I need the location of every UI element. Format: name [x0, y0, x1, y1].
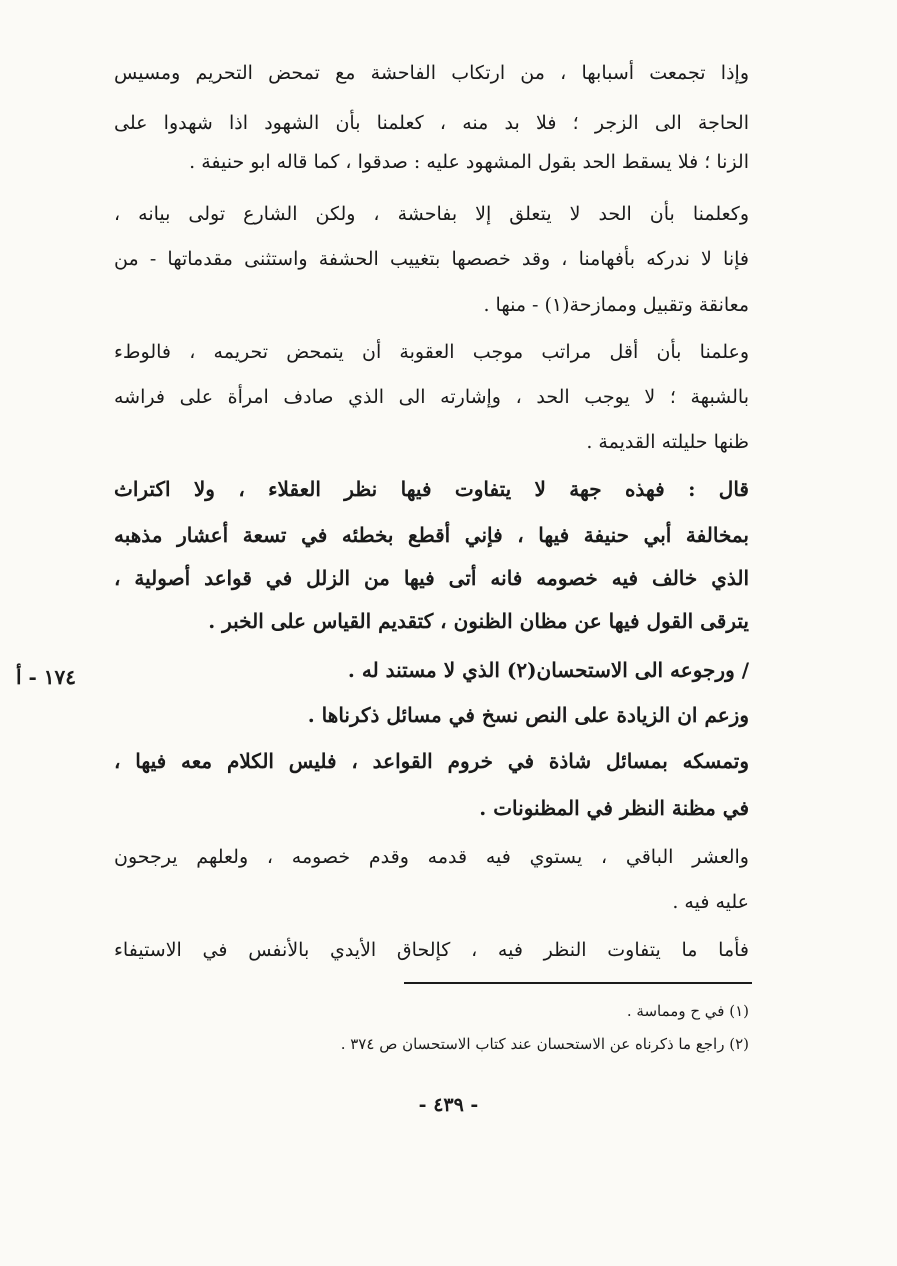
text-line: عليه فيه .: [672, 891, 749, 913]
text-line: والعشر الباقي ، يستوي فيه قدمه وقدم خصومه ، ولعلهم يرجحون: [114, 846, 749, 868]
text-line: وإذا تجمعت أسبابها ، من ارتكاب الفاحشة مع تمحض التحريم ومسيس: [114, 62, 749, 84]
text-line: بالشبهة ؛ لا يوجب الحد ، وإشارته الى الذي صادف امرأة على فراشه: [114, 386, 749, 408]
text-line: فأما ما يتفاوت النظر فيه ، كإلحاق الأيدي بالأنفس في الاستيفاء: [114, 939, 749, 961]
text-line: قال : فهذه جهة لا يتفاوت فيها نظر العقلاء ، ولا اكتراث: [114, 477, 749, 501]
text-line: ظنها حليلته القديمة .: [586, 431, 749, 453]
footnote: (١) في ح ومماسة .: [626, 1002, 749, 1020]
text-line: فإنا لا ندركه بأفهامنا ، وقد خصصها بتغييب الحشفة واستثنى مقدماتها - من: [114, 248, 749, 270]
text-line: وتمسكه بمسائل شاذة في خروم القواعد ، فليس الكلام معه فيها ،: [114, 749, 749, 773]
page-number: - ٤٣٩ -: [418, 1094, 479, 1116]
text-line: الزنا ؛ فلا يسقط الحد بقول المشهود عليه : صدقوا ، كما قاله ابو حنيفة .: [189, 151, 749, 173]
text-line: / ورجوعه الى الاستحسان(٢) الذي لا مستند له .: [347, 658, 749, 682]
text-line: الحاجة الى الزجر ؛ فلا بد منه ، كعلمنا بأن الشهود اذا شهدوا على: [114, 112, 749, 134]
text-line: وعلمنا بأن أقل مراتب موجب العقوبة أن يتمحض تحريمه ، فالوطء: [114, 341, 749, 363]
text-line: في مظنة النظر في المظنونات .: [479, 796, 749, 820]
margin-folio-note: ١٧٤ - أ: [15, 665, 77, 689]
text-line: معانقة وتقبيل وممازحة(١) - منها .: [483, 294, 749, 316]
footnote-rule: [404, 982, 752, 984]
footnote: (٢) راجع ما ذكرناه عن الاستحسان عند كتاب الاستحسان ص ٣٧٤ .: [340, 1035, 749, 1053]
text-line: وزعم ان الزيادة على النص نسخ في مسائل ذكرناها .: [307, 703, 749, 727]
text-line: الذي خالف فيه خصومه فانه أتى فيها من الزلل في قواعد أصولية ،: [114, 566, 749, 590]
text-line: يترقى القول فيها عن مظان الظنون ، كتقديم القياس على الخبر .: [208, 609, 749, 633]
text-line: بمخالفة أبي حنيفة فيها ، فإني أقطع بخطئه في تسعة أعشار مذهبه: [114, 523, 749, 547]
text-line: وكعلمنا بأن الحد لا يتعلق إلا بفاحشة ، ولكن الشارع تولى بيانه ،: [114, 203, 749, 225]
